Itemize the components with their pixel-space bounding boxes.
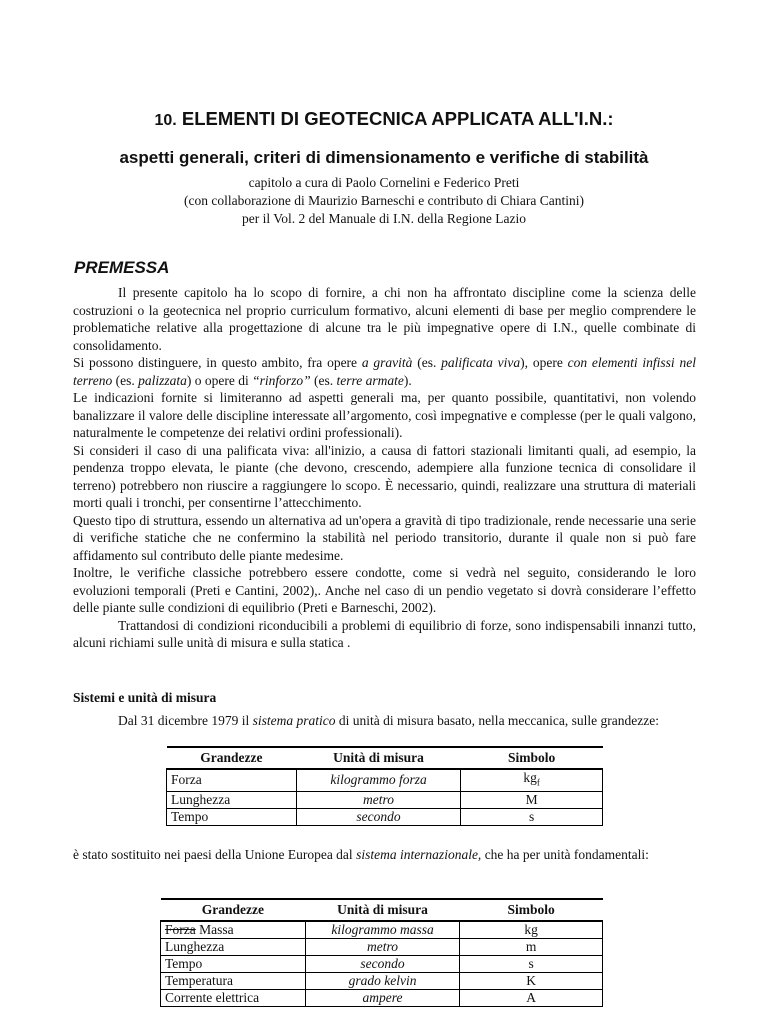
unit-cell: ampere xyxy=(305,990,460,1007)
text-run: che ha per unità fondamentali: xyxy=(481,847,649,862)
symbol-cell: A xyxy=(460,990,603,1007)
quantity-cell: Forza xyxy=(167,769,297,791)
symbol-cell xyxy=(461,769,603,791)
chapter-subtitle: aspetti generali, criteri di dimensionamento e verifiche di stabilità xyxy=(119,148,649,167)
unit-cell: metro xyxy=(305,939,460,956)
table-row xyxy=(161,921,603,939)
section-heading-premessa: PREMESSA xyxy=(74,258,170,277)
table-row xyxy=(161,990,603,1007)
symbol-cell: s xyxy=(460,956,603,973)
paragraph: Il presente capitolo ha lo scopo di fornire, a chi non ha affrontato discipline come la scienza delle costruzioni o la geotecnica nel proprio curriculum formativo, alcuni elementi di base per meglio comprendere le problematiche relative alla progettazione di alcune tra le più impegnative opere di I.N., quelle combinate di consolidamento. xyxy=(73,285,696,353)
column-header: Simbolo xyxy=(461,747,603,769)
paragraph xyxy=(73,354,696,389)
text-run-italic: palificata viva xyxy=(441,355,521,370)
quantity-cell: Corrente elettrica xyxy=(161,990,306,1007)
paragraph: Si consideri il caso di una palificata viva: all'inizio, a causa di fattori stazionali limitanti quali, ad esempio, la pendenza troppo elevata, le piante (che devono, crescendo, adempiere alla funzione tecnica di consolidare il terreno) potrebbero non riuscire a raggiungere lo scopo. È necessario, quindi, realizzare una struttura di materiali morti quali i tronchi, per consentirne l’attecchimento. xyxy=(73,442,696,510)
paragraph: Trattandosi di condizioni riconducibili a problemi di equilibrio di forze, sono indispensabili innanzi tutto, alcuni richiami sulle unità di misura e sulla statica . xyxy=(73,617,696,650)
symbol-cell: s xyxy=(461,808,603,825)
text-run: ). xyxy=(403,372,412,388)
units-intro-2 xyxy=(73,846,696,864)
paragraph: Questo tipo di struttura, essendo un alternativa ad un'opera a gravità di tipo tradizionale, rende necessarie una serie di verifiche statiche che ne confermino la stabilità nel periodo transitorio, durante il quale non si può fare affidamento sul contributo delle piante medesime. xyxy=(73,512,696,563)
column-header: Grandezze xyxy=(167,747,297,769)
column-header: Simbolo xyxy=(460,899,603,921)
text-run-italic: a gravità xyxy=(361,355,413,370)
table-row xyxy=(161,956,603,973)
units-table-practical xyxy=(166,746,603,826)
chapter-number: 10. xyxy=(154,112,177,129)
quantity-cell: Tempo xyxy=(161,956,306,973)
table-header-row xyxy=(161,899,603,921)
quantity-cell: Temperatura xyxy=(161,973,306,990)
quantity-cell: Lunghezza xyxy=(161,939,306,956)
unit-cell: kilogrammo forza xyxy=(296,769,461,791)
text-run-italic: terre armate xyxy=(336,372,404,388)
table-row xyxy=(161,939,603,956)
text-run: (es. xyxy=(112,372,139,388)
table-row xyxy=(161,973,603,990)
symbol-cell: K xyxy=(460,973,603,990)
credits-line: capitolo a cura di Paolo Cornelini e Federico Preti xyxy=(248,175,520,190)
column-header: Unità di misura xyxy=(296,747,461,769)
text-run-italic: palizzata xyxy=(138,372,187,388)
chapter-title xyxy=(0,108,768,130)
unit-cell: secondo xyxy=(296,808,461,825)
table-row xyxy=(167,808,603,825)
table-row xyxy=(167,791,603,808)
text-run: Dal 31 dicembre 1979 il xyxy=(118,713,253,728)
quantity-cell: Lunghezza xyxy=(167,791,297,808)
text-run: è stato sostituito nei paesi della Unione Europea dal xyxy=(73,847,357,862)
paragraph: Inoltre, le verifiche classiche potrebbero essere condotte, come si vedrà nel seguito, considerando le loro evoluzioni temporali (Preti e Cantini, 2002),. Anche nel caso di un pendio vegetato si dovrà considerare l’effetto delle piante sulle condizioni di equilibrio (Preti e Barneschi, 2002). xyxy=(73,565,696,615)
unit-cell: secondo xyxy=(305,956,460,973)
unit-cell: kilogrammo massa xyxy=(305,921,460,939)
credits-line: (con collaborazione di Maurizio Barneschi e contributo di Chiara Cantini) xyxy=(184,193,584,208)
quantity-cell xyxy=(161,921,306,939)
table-header-row xyxy=(167,747,603,769)
credits-block xyxy=(0,174,768,228)
column-header: Unità di misura xyxy=(305,899,460,921)
text-run: ), opere xyxy=(520,355,568,370)
text-run: di unità di misura basato, nella meccanica, sulle grandezze: xyxy=(335,713,659,728)
chapter-title-text: ELEMENTI DI GEOTECNICA APPLICATA ALL'I.N.: xyxy=(181,108,614,129)
text-run: (es. xyxy=(310,372,337,388)
section-heading-units: Sistemi e unità di misura xyxy=(73,690,217,705)
quantity-cell: Tempo xyxy=(167,808,297,825)
units-intro-1 xyxy=(73,712,696,730)
text-run-italic: “rinforzo” xyxy=(252,372,311,388)
text-run-italic: sistema pratico xyxy=(252,713,336,728)
premessa-body xyxy=(73,284,696,652)
text-run-italic: sistema internazionale, xyxy=(356,847,482,862)
text-run: Si possono distinguere, in questo ambito, fra opere xyxy=(73,355,362,370)
symbol-cell: m xyxy=(460,939,603,956)
units-table-international xyxy=(160,898,603,1007)
unit-cell: metro xyxy=(296,791,461,808)
symbol-subscript: f xyxy=(536,777,540,788)
column-header: Grandezze xyxy=(161,899,306,921)
struck-text: Forza xyxy=(165,922,196,937)
credits-line: per il Vol. 2 del Manuale di I.N. della Regione Lazio xyxy=(241,211,527,226)
text-run-italic: con elementi infissi nel terreno xyxy=(73,355,696,388)
text-run: ) o opere di xyxy=(186,372,253,388)
table-row xyxy=(167,769,603,791)
unit-cell: grado kelvin xyxy=(305,973,460,990)
symbol-text: kg xyxy=(523,770,537,785)
quantity-text: Massa xyxy=(199,922,234,937)
paragraph: Le indicazioni fornite si limiteranno ad aspetti generali ma, per quanto possibile, quantitativi, non volendo banalizzare il valore delle discipline interessate all’argomento, così impegnative e complesse (per le quali valgono, naturalmente le competenze dei relativi ordini professionali). xyxy=(73,390,696,440)
text-run: (es. xyxy=(412,355,442,370)
symbol-cell: kg xyxy=(460,921,603,939)
symbol-cell: M xyxy=(461,791,603,808)
